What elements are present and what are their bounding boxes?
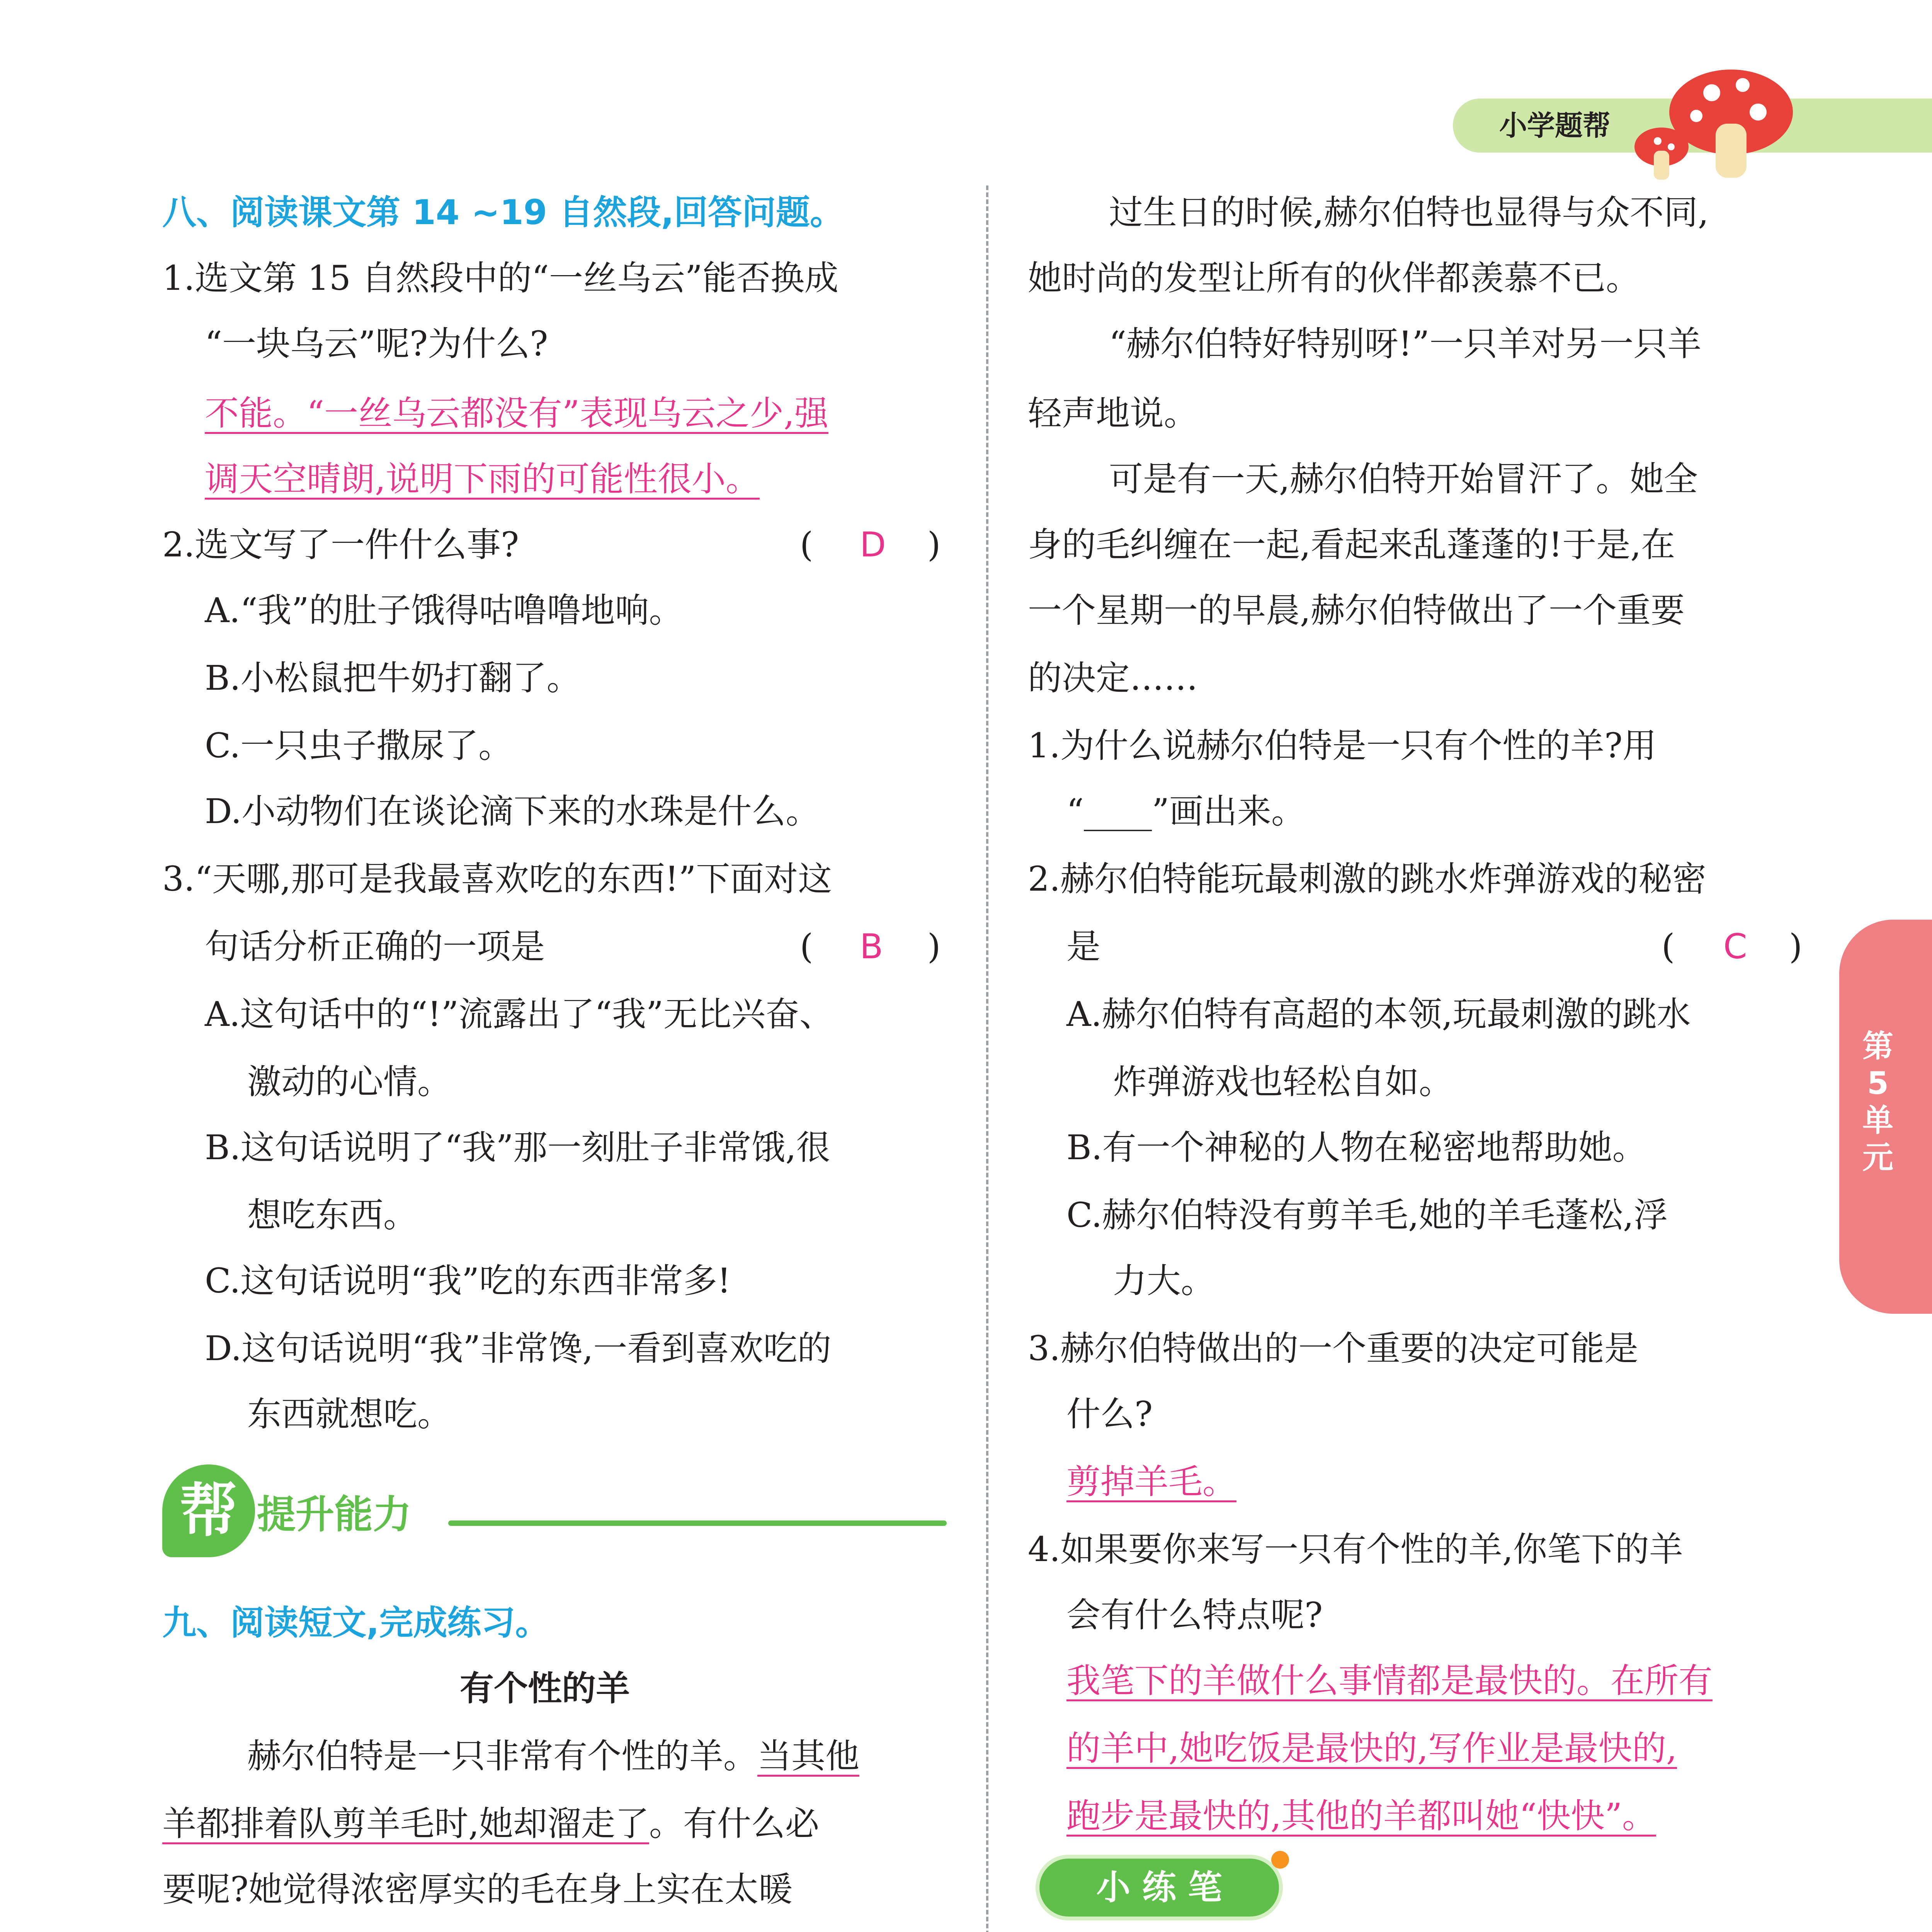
rq2-paren-close: ) — [1789, 927, 1803, 966]
passage-p1-line1: 赫尔伯特是一只非常有个性的羊。当其他 — [247, 1736, 860, 1776]
passage-p1-line3: 要呢?她觉得浓密厚实的毛在身上实在太暖 — [162, 1869, 793, 1909]
practice-badge: 小 练 笔 — [1036, 1855, 1283, 1920]
section-9-heading: 九、阅读短文,完成练习。 — [162, 1603, 549, 1643]
rq3-stem-2: 什么? — [1066, 1394, 1153, 1434]
rq4-answer-1: 我笔下的羊做什么事情都是最快的。在所有 — [1066, 1661, 1713, 1701]
q1-stem: 1.选文第 15 自然段中的“一丝乌云”能否换成 — [162, 258, 838, 298]
rq2-stem-2: 是 — [1066, 927, 1101, 966]
section-8-heading: 八、阅读课文第 14 ~19 自然段,回答问题。 — [162, 192, 844, 232]
rq4-stem: 4.如果要你来写一只有个性的羊,你笔下的羊 — [1028, 1529, 1683, 1569]
rq1-stem: 1.为什么说赫尔伯特是一只有个性的羊?用 — [1028, 726, 1657, 765]
q1-answer-2: 调天空晴朗,说明下雨的可能性很小。 — [205, 459, 760, 499]
q3-option-c: C.这句话说明“我”吃的东西非常多! — [205, 1261, 731, 1301]
ability-banner-line — [448, 1520, 947, 1526]
practice-badge-dot — [1271, 1851, 1289, 1869]
rq2-answer: C — [1723, 927, 1747, 966]
q3-paren-close: ) — [927, 927, 941, 966]
column-divider — [986, 185, 988, 1932]
q3-option-a: A.这句话中的“!”流露出了“我”无比兴奋、 — [205, 994, 833, 1034]
ability-banner-badge: 帮 — [162, 1464, 255, 1557]
q2-paren-close: ) — [927, 525, 941, 565]
q3-stem-2: 句话分析正确的一项是 — [205, 927, 545, 966]
passage-p1-line2: 羊都排着队剪羊毛时,她却溜走了。有什么必 — [162, 1804, 819, 1844]
q2-option-c: C.一只虫子撒尿了。 — [205, 726, 513, 765]
rq4-stem-2: 会有什么特点呢? — [1066, 1595, 1323, 1635]
q3-option-b: B.这句话说明了“我”那一刻肚子非常饿,很 — [205, 1128, 830, 1167]
q3-stem: 3.“天哪,那可是我最喜欢吃的东西!”下面对这 — [162, 859, 832, 899]
rq2-option-c: C.赫尔伯特没有剪羊毛,她的羊毛蓬松,浮 — [1066, 1195, 1668, 1235]
passage-p5-line4: 的决定…… — [1028, 658, 1198, 698]
q1-stem-2: “一块乌云”呢?为什么? — [205, 324, 548, 364]
passage-p4-line2: 轻声地说。 — [1028, 393, 1198, 433]
q1-answer: 不能。“一丝乌云都没有”表现乌云之少,强 — [205, 393, 828, 433]
mushroom-icon — [1634, 58, 1797, 182]
q2-option-b: B.小松鼠把牛奶打翻了。 — [205, 658, 581, 698]
q2-paren-open: ( — [800, 525, 813, 565]
rq2-option-b: B.有一个神秘的人物在秘密地帮助她。 — [1066, 1128, 1646, 1167]
rq1-stem-2: “____”画出来。 — [1066, 791, 1305, 831]
ability-banner-title: 提升能力 — [257, 1492, 412, 1537]
rq4-answer-3: 跑步是最快的,其他的羊都叫她“快快”。 — [1066, 1796, 1656, 1836]
q3-answer: B — [860, 927, 883, 966]
passage-p3-line2: 她时尚的发型让所有的伙伴都羡慕不已。 — [1028, 258, 1640, 298]
q3-option-b-2: 想吃东西。 — [247, 1195, 418, 1235]
rq3-answer: 剪掉羊毛。 — [1066, 1462, 1237, 1502]
rq4-answer-2: 的羊中,她吃饭是最快的,写作业是最快的, — [1066, 1728, 1677, 1768]
q2-answer: D — [860, 525, 886, 565]
q3-option-d-2: 东西就想吃。 — [247, 1394, 452, 1434]
rq2-paren-open: ( — [1662, 927, 1675, 966]
unit-tab-label: 第 5 单 元 — [1862, 1028, 1893, 1175]
rq2-option-a: A.赫尔伯特有高超的本领,玩最刺激的跳水 — [1066, 994, 1691, 1034]
q2-option-d: D.小动物们在谈论滴下来的水珠是什么。 — [205, 791, 820, 831]
q3-paren-open: ( — [800, 927, 813, 966]
q3-option-d: D.这句话说明“我”非常馋,一看到喜欢吃的 — [205, 1328, 832, 1368]
header-brand: 小学题帮 — [1499, 109, 1611, 142]
passage-p4-line1: “赫尔伯特好特别呀!”一只羊对另一只羊 — [1109, 324, 1702, 364]
passage-title: 有个性的羊 — [460, 1668, 630, 1708]
rq2-option-a-2: 炸弹游戏也轻松自如。 — [1113, 1062, 1453, 1102]
passage-p5-line1: 可是有一天,赫尔伯特开始冒汗了。她全 — [1109, 459, 1698, 499]
q2-option-a: A.“我”的肚子饿得咕噜噜地响。 — [205, 590, 683, 630]
rq2-stem: 2.赫尔伯特能玩最刺激的跳水炸弹游戏的秘密 — [1028, 859, 1706, 899]
passage-p5-line3: 一个星期一的早晨,赫尔伯特做出了一个重要 — [1028, 590, 1685, 630]
q2-stem: 2.选文写了一件什么事? — [162, 525, 519, 565]
passage-p3-line1: 过生日的时候,赫尔伯特也显得与众不同, — [1109, 192, 1709, 232]
q3-option-a-2: 激动的心情。 — [247, 1062, 452, 1102]
passage-p5-line2: 身的毛纠缠在一起,看起来乱蓬蓬的!于是,在 — [1028, 525, 1675, 565]
rq2-option-c-2: 力大。 — [1113, 1261, 1215, 1301]
rq3-stem: 3.赫尔伯特做出的一个重要的决定可能是 — [1028, 1328, 1638, 1368]
